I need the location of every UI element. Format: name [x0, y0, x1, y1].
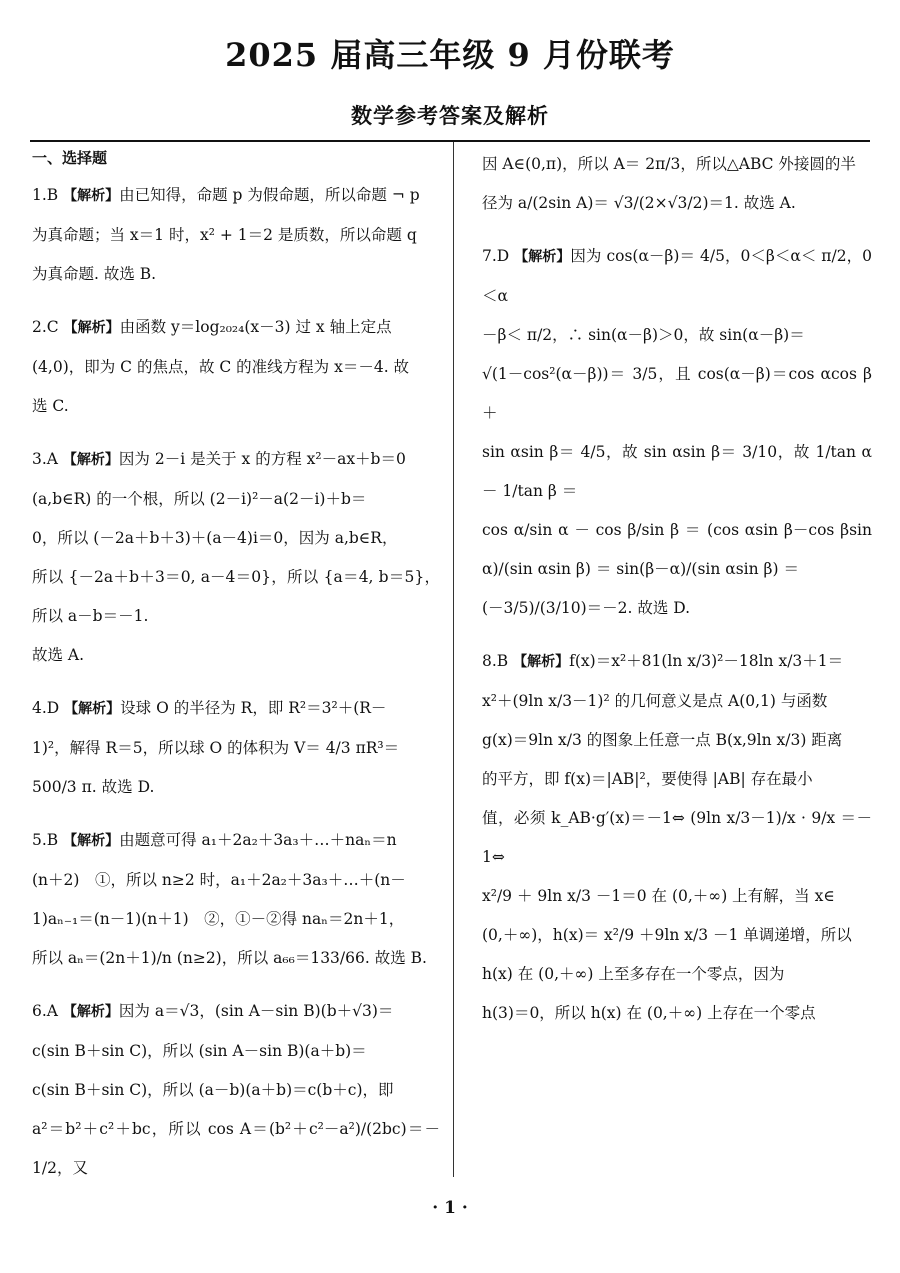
answer-line [482, 877, 872, 916]
answer-text: 选 C. [32, 397, 69, 415]
answer-line [482, 642, 872, 682]
answer-line [32, 387, 440, 426]
answer-line [32, 519, 440, 558]
answer-line [482, 145, 872, 184]
answer-block [32, 821, 440, 978]
answer-text: x²＋(9ln x/3－1)² 的几何意义是点 A(0,1) 与函数 [482, 692, 828, 710]
question-number: 3.A [32, 450, 58, 468]
analysis-tag: 【解析】 [62, 1004, 119, 1020]
answer-line [32, 768, 440, 807]
answer-line [32, 1071, 440, 1110]
analysis-tag: 【解析】 [63, 188, 120, 204]
answer-line [482, 799, 872, 877]
answer-text: cos α/sin α － cos β/sin β ＝ (cos αsin β－cos βsin α)/(sin αsin β) ＝ sin(β－α)/(sin αsin β) ＝ [482, 521, 872, 578]
page-subtitle: 数学参考答案及解析 [351, 103, 549, 128]
answer-line [482, 721, 872, 760]
answer-line [482, 184, 872, 223]
answer-block [482, 642, 872, 1033]
answer-line [32, 821, 440, 861]
answer-text: 500/3 π. 故选 D. [32, 778, 155, 796]
answer-text: 的平方，即 f(x)＝|AB|²，要使得 |AB| 存在最小 [482, 770, 813, 788]
answer-line [32, 861, 440, 900]
answer-text: (4,0)，即为 C 的焦点，故 C 的准线方程为 x＝－4. 故 [32, 358, 410, 376]
answer-text: a²＝b²＋c²＋bc，所以 cos A＝(b²＋c²－a²)/(2bc)＝－1/2，又 [32, 1120, 440, 1177]
answer-line [32, 1032, 440, 1071]
answer-block [32, 440, 440, 675]
analysis-tag: 【解析】 [63, 833, 120, 849]
answer-text: 因 A∈(0,π)，所以 A＝ 2π/3，所以△ABC 外接圆的半 [482, 155, 856, 173]
left-column [32, 145, 440, 1202]
question-number: 1.B [32, 186, 59, 204]
answer-line [32, 939, 440, 978]
answer-text: 为真命题. 故选 B. [32, 265, 157, 283]
answer-line [32, 689, 440, 729]
answer-text: 因为 cos(α－β)＝ 4/5，0＜β＜α＜ π/2，0＜α [482, 247, 873, 305]
question-number: 2.C [32, 318, 59, 336]
answer-line [32, 636, 440, 675]
answer-line [32, 1110, 440, 1188]
answer-text: 所以 aₙ＝(2n＋1)/n (n≥2)，所以 a₆₆＝133/66. 故选 B. [32, 949, 427, 967]
answer-text: 为真命题；当 x＝1 时，x² + 1＝2 是质数，所以命题 q [32, 226, 417, 244]
answer-line [32, 348, 440, 387]
answer-line [32, 900, 440, 939]
answer-text: sin αsin β＝ 4/5，故 sin αsin β＝ 3/10，故 1/tan α － 1/tan β ＝ [482, 443, 872, 500]
answer-text: x²/9 ＋ 9ln x/3 －1＝0 在 (0,＋∞) 上有解，当 x∈ [482, 887, 835, 905]
question-number: 6.A [32, 1002, 58, 1020]
answer-line [32, 480, 440, 519]
answer-line [482, 955, 872, 994]
page-number: · 1 · [432, 1198, 468, 1218]
answer-line [482, 589, 872, 628]
answer-block [32, 308, 440, 426]
answer-text: 1)aₙ₋₁＝(n－1)(n＋1) ②，①－②得 naₙ＝2n＋1， [32, 910, 405, 928]
answer-text: 所以 {－2a＋b＋3＝0, a－4＝0}，所以 {a＝4, b＝5}，所以 a－b＝－1. [32, 568, 440, 625]
answer-text: (n＋2) ①，所以 n≥2 时，a₁＋2a₂＋3a₃＋…＋(n－ [32, 871, 406, 889]
answer-line [482, 511, 872, 589]
answer-line [482, 994, 872, 1033]
answer-text: 因为 2－i 是关于 x 的方程 x²－ax＋b＝0 [118, 450, 406, 468]
answer-block [32, 992, 440, 1188]
answer-text: 0，所以 (－2a＋b＋3)＋(a－4)i＝0，因为 a,b∈R， [32, 529, 398, 547]
answer-text: 因为 a＝√3，(sin A－sin B)(b＋√3)＝ [118, 1002, 394, 1020]
right-column [482, 145, 872, 1047]
answer-line [482, 316, 872, 355]
answer-text: 设球 O 的半径为 R，即 R²＝3²＋(R－ [120, 699, 387, 717]
answer-line [32, 440, 440, 480]
answer-block [482, 237, 872, 628]
answer-text: √(1－cos²(α－β))＝ 3/5，且 cos(α－β)＝cos αcos β＋ [482, 365, 872, 422]
answer-text: (－3/5)/(3/10)＝－2. 故选 D. [482, 599, 691, 617]
analysis-tag: 【解析】 [64, 701, 121, 717]
answer-text: 由题意可得 a₁＋2a₂＋3a₃＋…＋naₙ＝n [119, 831, 397, 849]
answer-line [32, 255, 440, 294]
column-divider [453, 142, 454, 1177]
answer-text: 由函数 y＝log₂₀₂₄(x－3) 过 x 轴上定点 [119, 318, 392, 336]
header-rule [30, 140, 870, 142]
answer-line [32, 216, 440, 255]
answer-text: 由已知得，命题 p 为假命题，所以命题 ¬ p [119, 186, 420, 204]
answer-text: 值，必须 k_AB·g′(x)＝－1⇔ (9ln x/3－1)/x · 9/x ＝－1⇔ [482, 809, 872, 866]
answer-line [482, 682, 872, 721]
answer-line [32, 176, 440, 216]
answer-block [32, 176, 440, 294]
answer-block [482, 145, 872, 223]
answer-text: g(x)＝9ln x/3 的图象上任意一点 B(x,9ln x/3) 距离 [482, 731, 843, 749]
answer-text: h(3)＝0，所以 h(x) 在 (0,＋∞) 上存在一个零点 [482, 1004, 816, 1022]
question-number: 7.D [482, 247, 510, 265]
answer-text: c(sin B＋sin C)，所以 (a－b)(a＋b)＝c(b＋c)，即 [32, 1081, 394, 1099]
answer-line [482, 355, 872, 433]
answer-line [32, 308, 440, 348]
answer-line [482, 237, 872, 316]
answer-line [482, 760, 872, 799]
analysis-tag: 【解析】 [513, 654, 570, 670]
answer-text: f(x)＝x²＋81(ln x/3)²－18ln x/3＋1＝ [569, 652, 844, 670]
answer-text: －β＜ π/2，∴ sin(α－β)＞0，故 sin(α－β)＝ [482, 326, 805, 344]
answer-text: c(sin B＋sin C)，所以 (sin A－sin B)(a＋b)＝ [32, 1042, 367, 1060]
analysis-tag: 【解析】 [514, 249, 571, 265]
answer-text: h(x) 在 (0,＋∞) 上至多存在一个零点，因为 [482, 965, 785, 983]
analysis-tag: 【解析】 [62, 452, 119, 468]
answer-line [482, 433, 872, 511]
answer-text: 1)²，解得 R＝5，所以球 O 的体积为 V＝ 4/3 πR³＝ [32, 739, 400, 757]
question-number: 4.D [32, 699, 60, 717]
answer-block [32, 689, 440, 807]
analysis-tag: 【解析】 [63, 320, 120, 336]
answer-text: 径为 a/(2sin A)＝ √3/(2×√3/2)＝1. 故选 A. [482, 194, 796, 212]
answer-text: (a,b∈R) 的一个根，所以 (2－i)²－a(2－i)＋b＝ [32, 490, 367, 508]
question-number: 8.B [482, 652, 509, 670]
page-title: 2025 届高三年级 9 月份联考 [225, 36, 675, 74]
answer-text: (0,＋∞)，h(x)＝ x²/9 ＋9ln x/3 －1 单调递增，所以 [482, 926, 852, 944]
answer-line [482, 916, 872, 955]
answer-line [32, 992, 440, 1032]
answer-line [32, 558, 440, 636]
answer-text: 故选 A. [32, 646, 85, 664]
question-number: 5.B [32, 831, 59, 849]
answer-line [32, 729, 440, 768]
section-heading: 一、选择题 [32, 149, 108, 167]
